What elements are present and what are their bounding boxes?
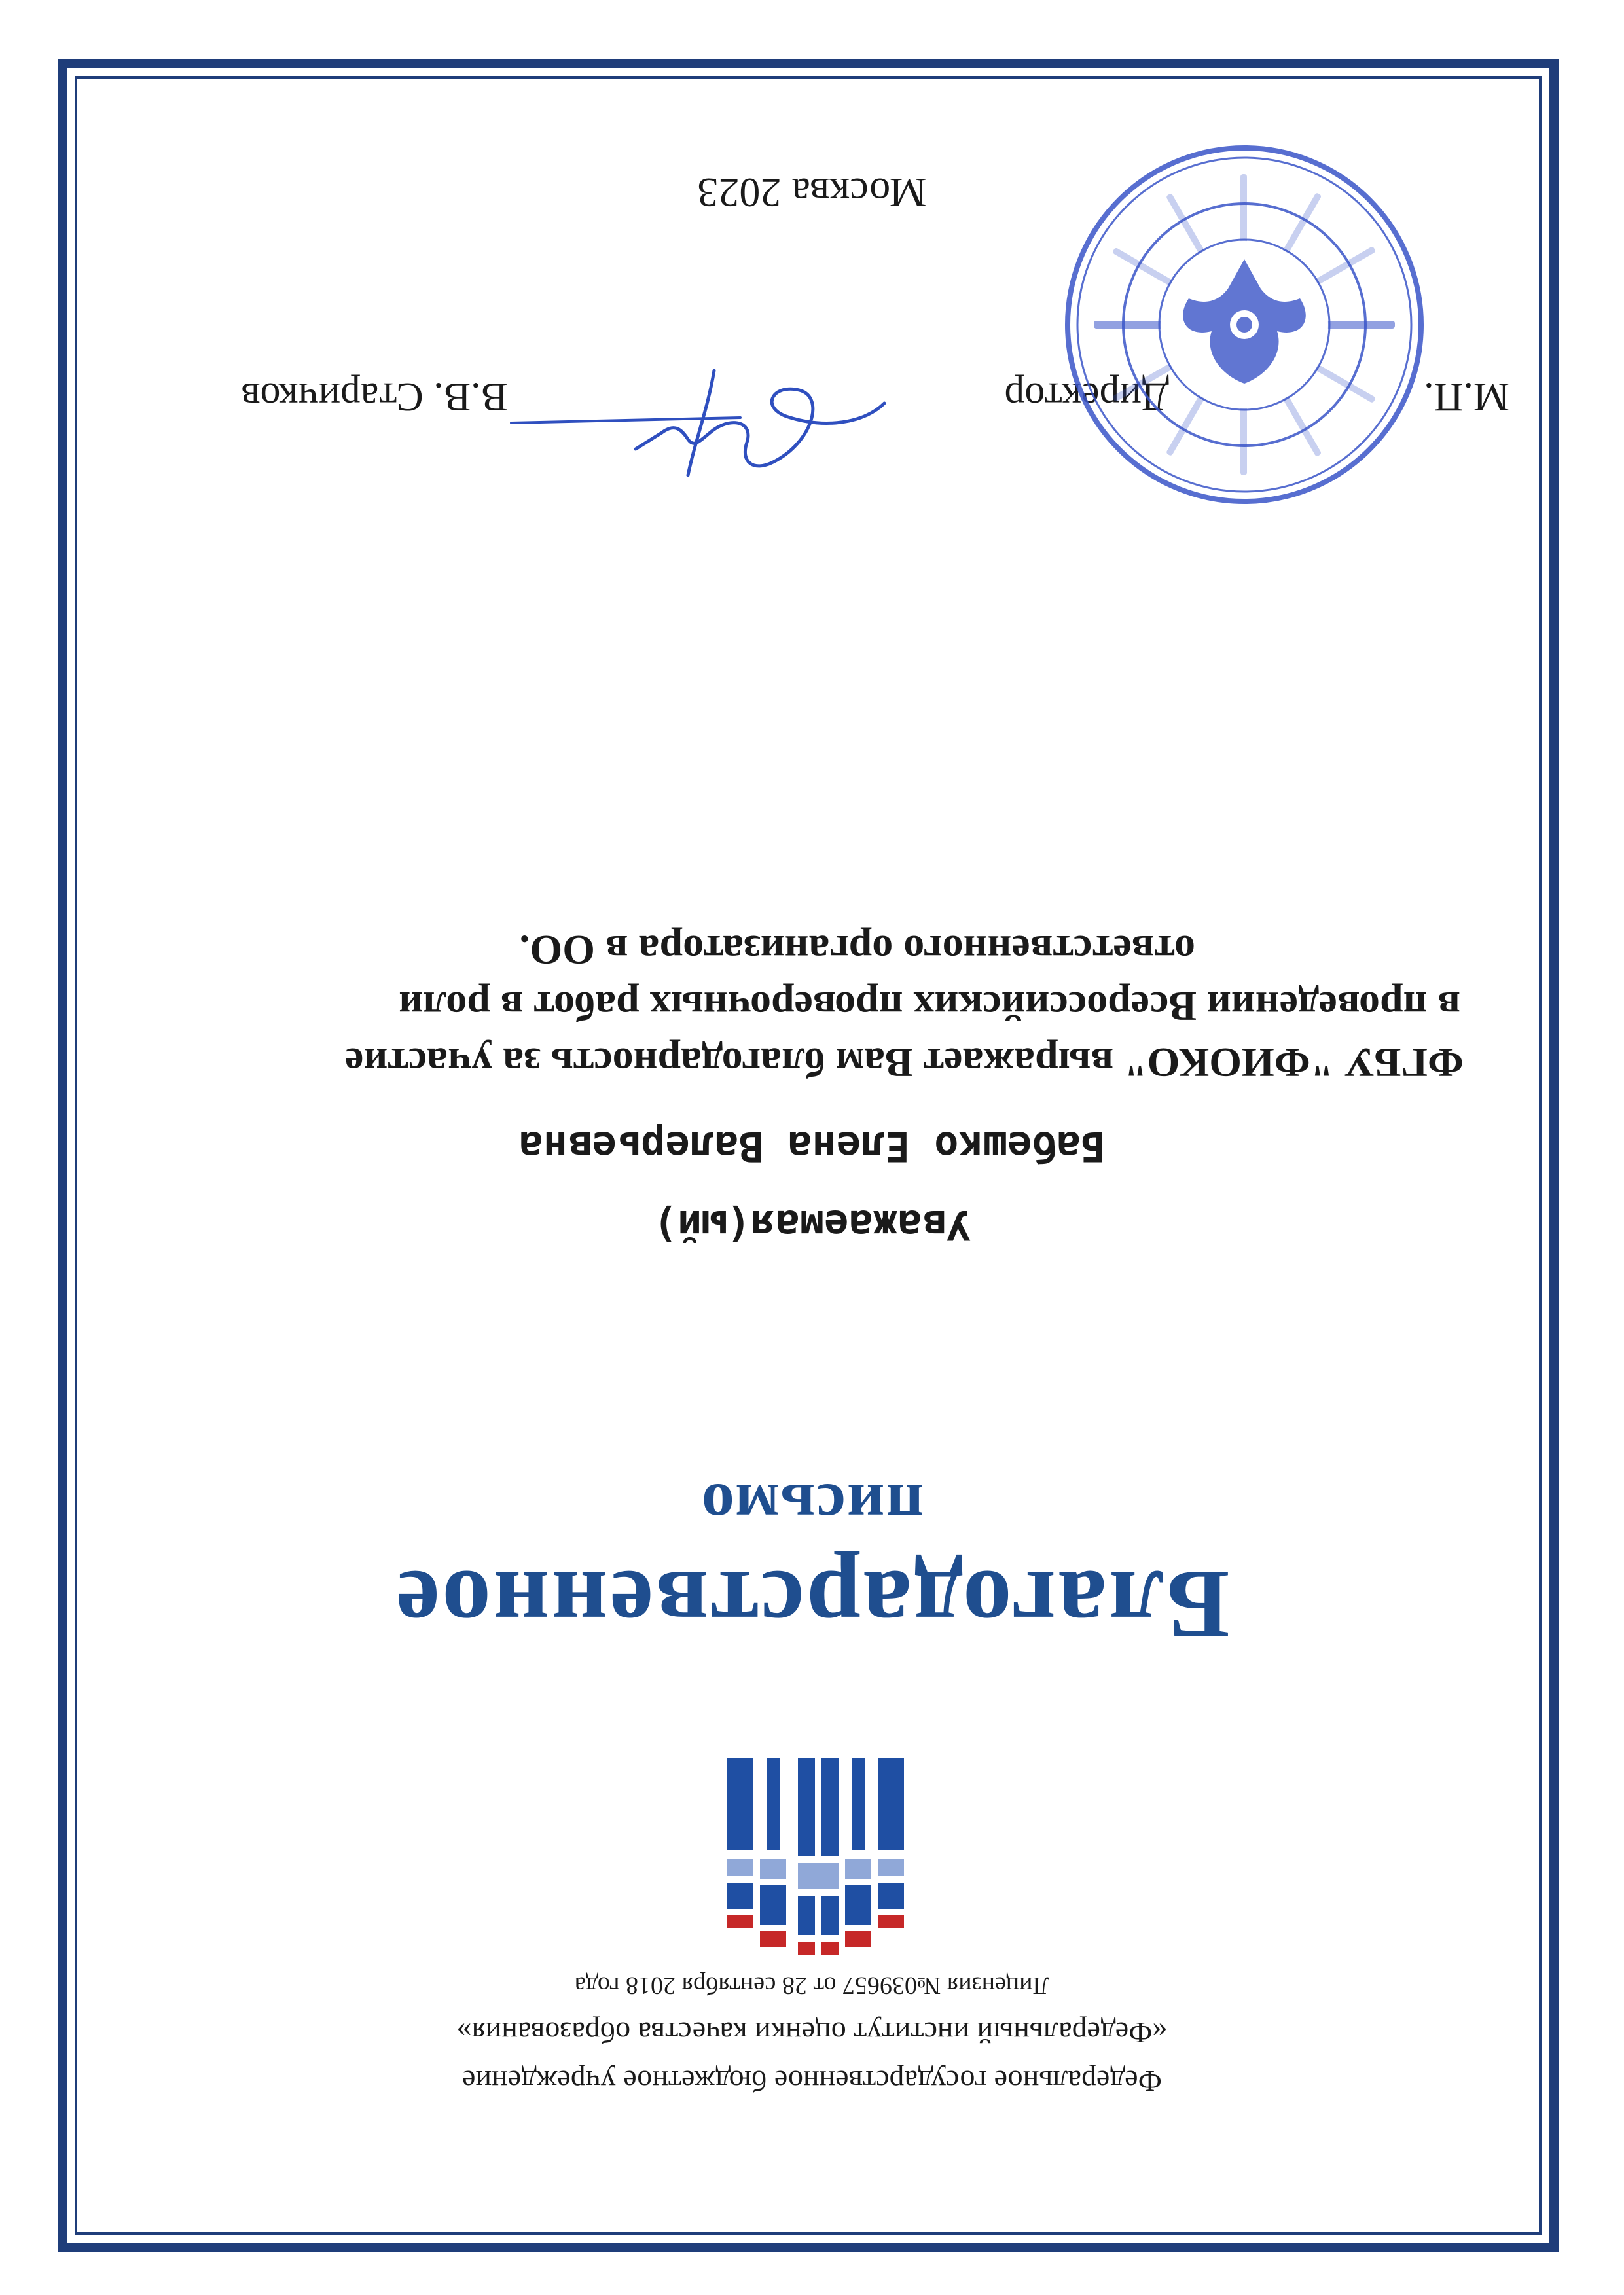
license-line: Лицензия №039657 от 28 сентября 2018 года (574, 1972, 1050, 1999)
director-title: Директор (1004, 374, 1169, 419)
city-year: Москва 2023 (697, 170, 927, 216)
document-title (0, 1464, 1624, 1660)
title-line-1: Благодарственное (394, 1550, 1230, 1659)
director-name: В.В. Старичков (241, 374, 508, 419)
body-line-3: ответственного организатора в ОО. (519, 927, 1195, 973)
stamp-place-label: М.П. (1424, 374, 1509, 419)
salutation: Уважаемая(ый) (653, 1201, 971, 1249)
organization-line-1: Федеральное государственное бюджетное учреждение (462, 2065, 1162, 2098)
title-line-2: письмо (700, 1470, 924, 1543)
recipient-name: Бабешко Елена Валерьевна (518, 1123, 1106, 1170)
body-text (132, 922, 1493, 1091)
body-line-2: в проведении Всероссийских проверочных работ в роли (399, 983, 1460, 1030)
organization-line-2: «Федеральный институт оценки качества образования» (456, 2016, 1168, 2050)
fioko-logo-icon (727, 1758, 904, 1955)
body-line-1: ФГБУ "ФИОКО" выражает Вам благодарность за участие (345, 1039, 1464, 1086)
organization-header (0, 1962, 1624, 2105)
